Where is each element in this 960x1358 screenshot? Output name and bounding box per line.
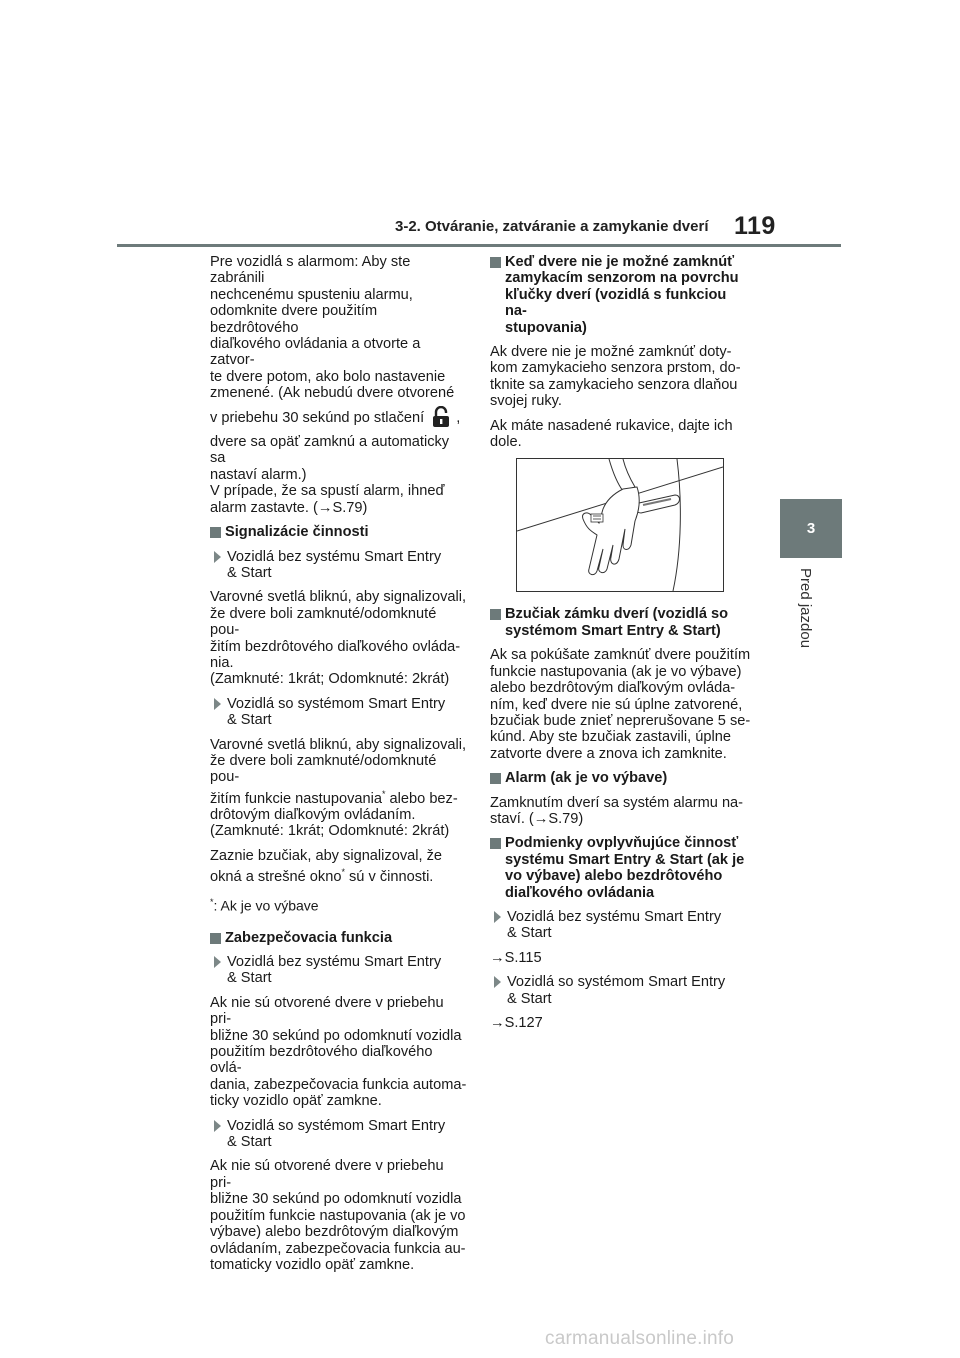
asterisk: * bbox=[341, 867, 345, 878]
lock-sensor-heading: Keď dvere nie je možné zamknúť zamykacím senzorom na povrchu kľučky dverí (vozidlá s funkciou na- stupovania) bbox=[490, 254, 752, 336]
asterisk: * bbox=[381, 788, 386, 799]
security-heading: Zabezpečovacia funkcia bbox=[210, 930, 468, 946]
triangle-icon bbox=[494, 911, 501, 923]
section-title: 3-2. Otváranie, zatváranie a zamykanie dverí bbox=[395, 218, 709, 235]
footnote: *: Ak je vo výbave bbox=[210, 896, 319, 914]
lock-sensor-text-1: Ak dvere nie je možné zamknúť doty- kom zamykacieho senzora prstom, do- tknite sa zamykacieho senzora dlaňou svojej ruky. bbox=[490, 344, 741, 410]
lock-icon bbox=[432, 406, 450, 432]
security-text-2: Ak nie sú otvorené dvere v priebehu pri- bližne 30 sekúnd po odomknutí vozidla použitím funkcie nastupovania (ak je vo výbave) alebo bezdrôtovým diaľkovým ovládaním, zabezpečovacia funkcia au- tomaticky vozidlo opäť zamkne. bbox=[210, 1158, 466, 1273]
square-icon bbox=[210, 933, 221, 944]
lock-sensor-text-2: Ak máte nasadené rukavice, dajte ich dole. bbox=[490, 417, 733, 451]
hand-on-handle-image bbox=[517, 459, 723, 591]
signal-bullet-1: Vozidlá bez systému Smart Entry & Start bbox=[210, 549, 468, 582]
alarm-paragraph-2 bbox=[210, 406, 468, 432]
left-column bbox=[210, 254, 468, 1281]
signal-heading: Signalizácie činnosti bbox=[210, 524, 468, 540]
triangle-icon bbox=[214, 956, 221, 968]
security-text-1: Ak nie sú otvorené dvere v priebehu pri- bližne 30 sekúnd po odomknutí vozidla použitím bezdrôtového diaľkového ovlá- dania, zabezpečovacia funkcia automa- ticky vozidlo opäť zamkne. bbox=[210, 994, 467, 1110]
alarm-paragraph-2-comma: , bbox=[456, 409, 461, 426]
triangle-icon bbox=[494, 976, 501, 988]
buzzer-heading: Bzučiak zámku dverí (vozidlá so systémom Smart Entry & Start) bbox=[490, 606, 752, 639]
watermark: carmanualsonline.info bbox=[545, 1328, 735, 1349]
chapter-number: 3 bbox=[806, 520, 816, 537]
triangle-icon bbox=[214, 551, 221, 563]
square-icon bbox=[490, 609, 501, 620]
square-icon bbox=[490, 773, 501, 784]
asterisk: * bbox=[210, 896, 214, 907]
alarm-paragraph-3: dvere sa opäť zamknú a automaticky sa nastaví alarm.) V prípade, že sa spustí alarm, ihneď alarm zastavte. (→S.79) bbox=[210, 434, 450, 516]
security-bullet-2: Vozidlá so systémom Smart Entry & Start bbox=[210, 1118, 468, 1151]
square-icon bbox=[490, 257, 501, 268]
door-handle-illustration bbox=[516, 458, 724, 592]
conditions-reference-2[interactable]: →S.127 bbox=[490, 1015, 543, 1031]
buzzer-text: Zaznie bzučiak, aby signalizoval, že okná a strešné okno* sú v činnosti. bbox=[210, 847, 442, 886]
chapter-tab[interactable] bbox=[780, 499, 842, 558]
triangle-icon bbox=[214, 1120, 221, 1132]
conditions-heading: Podmienky ovplyvňujúce činnosť systému Smart Entry & Start (ak je vo výbave) alebo bezdrôtového diaľkového ovládania bbox=[490, 835, 752, 901]
conditions-bullet-1: Vozidlá bez systému Smart Entry & Start bbox=[490, 909, 752, 942]
buzzer-paragraph: Ak sa pokúšate zamknúť dvere použitím funkcie nastupovania (ak je vo výbave) alebo bezdrôtovým diaľkovým ovláda- ním, keď dvere nie sú úplne zatvorené, bzučiak bude znieť neprerušovane 5 se- kúnd. Aby ste bzučiak zastavili, úplne zatvorte dvere a znova ich zamknite. bbox=[490, 647, 751, 762]
triangle-icon bbox=[214, 698, 221, 710]
alarm-heading: Alarm (ak je vo výbave) bbox=[490, 770, 752, 786]
alarm-paragraph-1: Pre vozidlá s alarmom: Aby ste zabránili nechcenému spusteniu alarmu, odomknite dvere použitím bezdrôtového diaľkového ovládania a otvorte a zatvor- te dvere potom, ako bolo nastavenie zmenené. (Ak nebudú dvere otvorené bbox=[210, 254, 455, 402]
signal-text-1: Varovné svetlá bliknú, aby signalizovali, že dvere boli zamknuté/odomknuté pou- žitím bezdrôtového diaľkového ovláda- nia. (Zamknuté: 1krát; Odomknuté: 2krát) bbox=[210, 589, 467, 688]
header-divider bbox=[117, 244, 841, 247]
alarm-paragraph: Zamknutím dverí sa systém alarmu na- staví. (→S.79) bbox=[490, 794, 744, 827]
square-icon bbox=[490, 838, 501, 849]
right-column bbox=[490, 254, 752, 1039]
signal-bullet-2: Vozidlá so systémom Smart Entry & Start bbox=[210, 696, 468, 729]
signal-text-2: Varovné svetlá bliknú, aby signalizovali, že dvere boli zamknuté/odomknuté pou- žitím funkcie nastupovania* alebo bez- drôtovým diaľkovým ovládaním. (Zamknuté: 1krát; Odomknuté: 2krát) bbox=[210, 736, 467, 840]
conditions-bullet-2: Vozidlá so systémom Smart Entry & Start bbox=[490, 974, 752, 1007]
alarm-paragraph-2-text: v priebehu 30 sekúnd po stlačení bbox=[210, 409, 425, 426]
page-number: 119 bbox=[734, 212, 776, 240]
square-icon bbox=[210, 527, 221, 538]
conditions-reference-1[interactable]: →S.115 bbox=[490, 949, 542, 966]
security-bullet-1: Vozidlá bez systému Smart Entry & Start bbox=[210, 954, 468, 987]
chapter-label: Pred jazdou bbox=[797, 568, 814, 649]
